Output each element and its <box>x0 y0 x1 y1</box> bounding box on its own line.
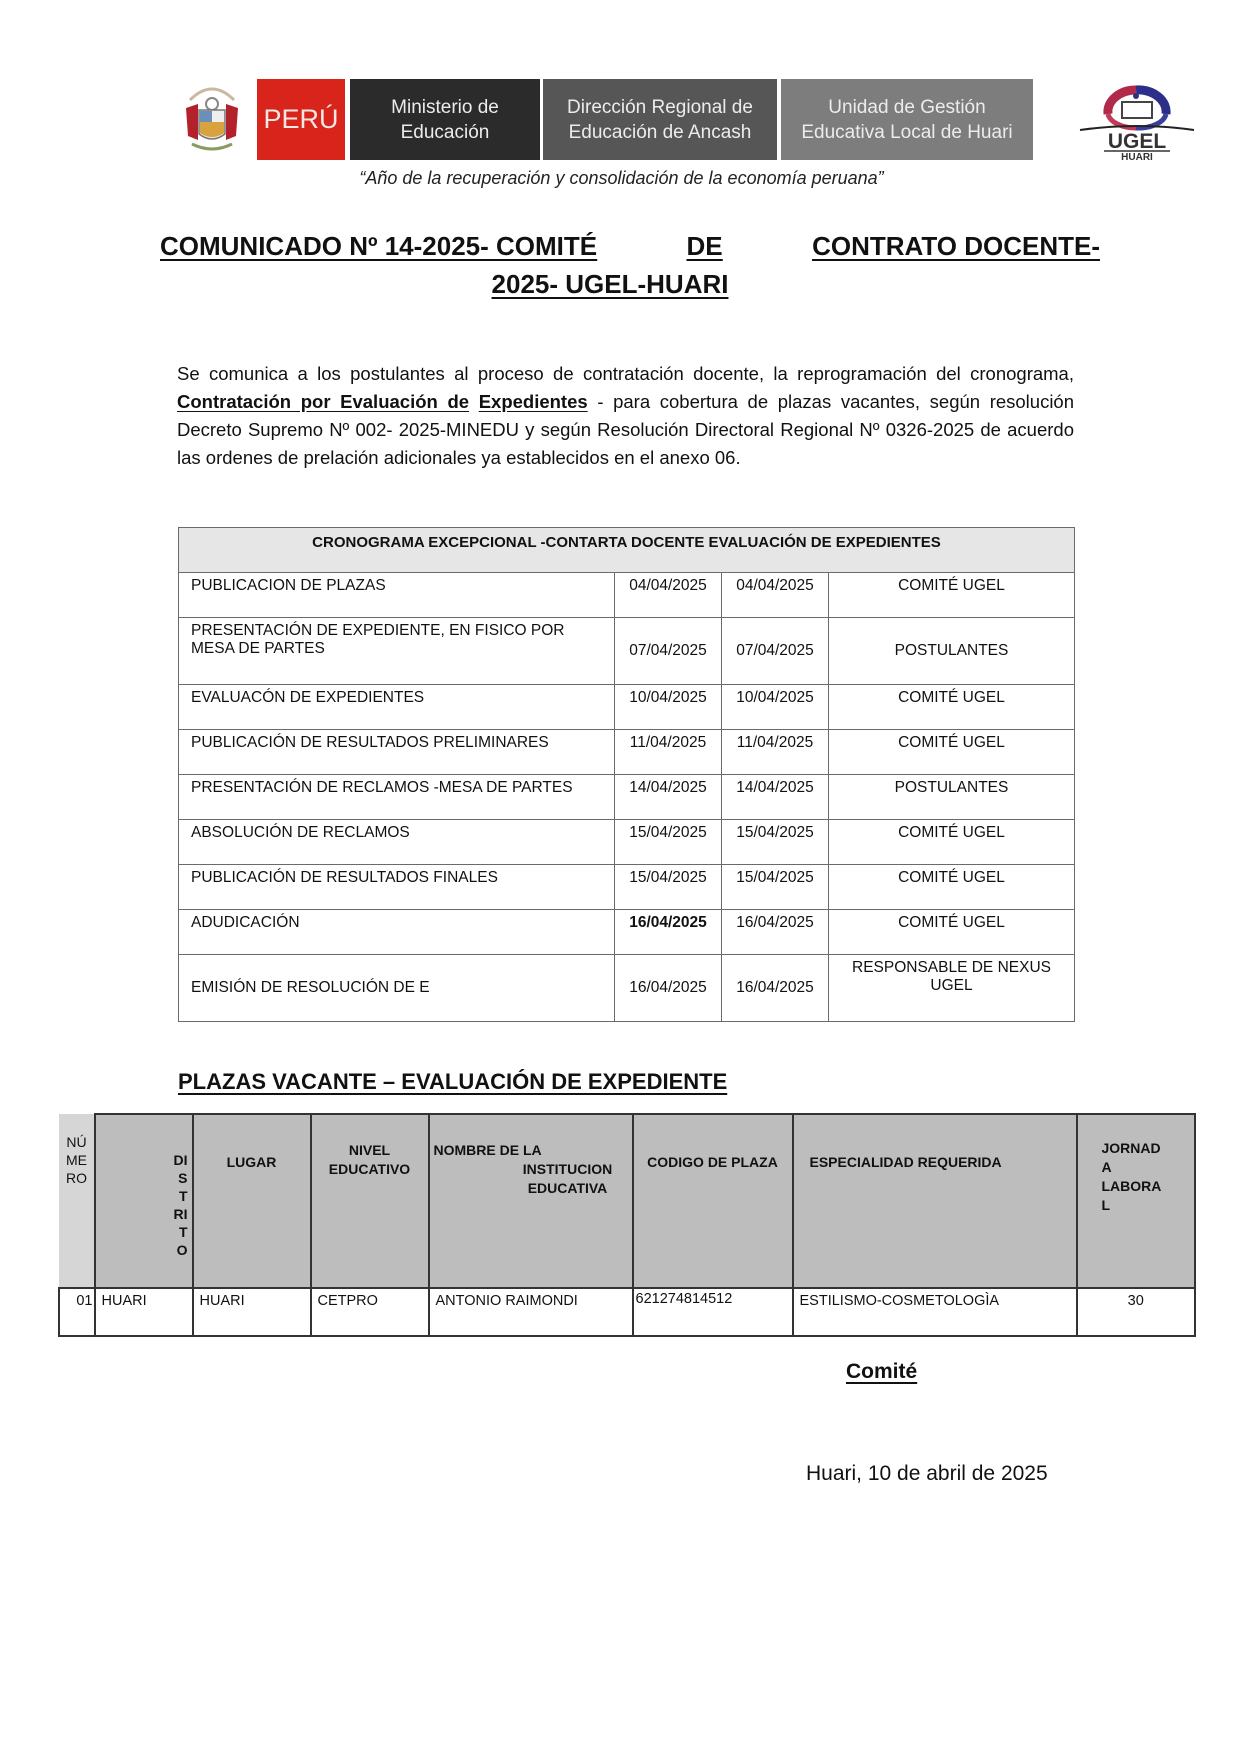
header-text: INSTITUCION EDUCATIVA <box>522 1161 613 1196</box>
header-text: NOMBRE DE LA <box>433 1142 542 1158</box>
table-row <box>179 820 1075 865</box>
title-line-1 <box>160 227 1100 265</box>
header-distrito <box>95 1114 193 1288</box>
schedule-title: CRONOGRAMA EXCEPCIONAL -CONTARTA DOCENTE EVALUACIÓN DE EXPEDIENTES <box>179 528 1075 573</box>
title-part: COMUNICADO Nº 14-2025- COMITÉ <box>160 231 598 261</box>
table-row <box>59 1288 1195 1336</box>
announcement-paragraph <box>177 360 1074 472</box>
start-date-cell: 07/04/2025 <box>615 618 722 685</box>
table-row <box>179 730 1075 775</box>
plazas-table <box>58 1113 1196 1337</box>
start-date-cell: 04/04/2025 <box>615 573 722 618</box>
ugel-logo-icon <box>1070 78 1204 162</box>
title-part: DE <box>686 231 723 261</box>
table-row <box>179 955 1075 1022</box>
header-text: LUGAR <box>226 1154 277 1170</box>
end-date-cell: 11/04/2025 <box>722 730 829 775</box>
activity-cell: EVALUACÓN DE EXPEDIENTES <box>179 685 615 730</box>
activity-cell: ADUDICACIÓN <box>179 910 615 955</box>
start-date-cell: 10/04/2025 <box>615 685 722 730</box>
responsible-cell: COMITÉ UGEL <box>829 865 1075 910</box>
minedu-box <box>350 79 540 160</box>
year-motto: “Año de la recuperación y consolidación de la economía peruana” <box>359 168 884 188</box>
responsible-cell: COMITÉ UGEL <box>829 730 1075 775</box>
header-nivel <box>311 1114 429 1288</box>
org-line: Educación de Ancash <box>568 121 752 143</box>
end-date-cell: 16/04/2025 <box>722 910 829 955</box>
table-row <box>179 910 1075 955</box>
header-text: JORNAD A LABORA L <box>1101 1140 1161 1213</box>
org-line: Educativa Local de Huari <box>801 121 1013 143</box>
responsible-cell: POSTULANTES <box>829 618 1075 685</box>
header-text: DI S T RI T O <box>173 1152 188 1258</box>
header-especialidad <box>793 1114 1077 1288</box>
end-date-cell: 07/04/2025 <box>722 618 829 685</box>
header-numero <box>59 1114 95 1288</box>
title-part: CONTRATO DOCENTE- <box>812 231 1100 261</box>
end-date-cell: 15/04/2025 <box>722 865 829 910</box>
peru-label: PERÚ <box>263 104 339 134</box>
paragraph-emphasis: Contratación por Evaluación de <box>177 391 470 412</box>
table-row <box>179 685 1075 730</box>
schedule-table <box>178 527 1075 1022</box>
responsible-cell: COMITÉ UGEL <box>829 820 1075 865</box>
plazas-section-title: PLAZAS VACANTE – EVALUACIÓN DE EXPEDIENTE <box>178 1069 728 1094</box>
table-row <box>179 865 1075 910</box>
ugel-huari-box <box>781 79 1033 160</box>
start-date-cell: 16/04/2025 <box>615 910 722 955</box>
responsible-cell: COMITÉ UGEL <box>829 685 1075 730</box>
org-line: Dirección Regional de <box>567 96 753 118</box>
header-codigo <box>633 1114 793 1288</box>
title-line-2 <box>160 265 1100 303</box>
table-row <box>179 618 1075 685</box>
activity-cell: EMISIÓN DE RESOLUCIÓN DE E <box>179 955 615 1022</box>
peru-brand-box <box>257 79 345 160</box>
committee-signature: Comité <box>846 1360 918 1383</box>
document-title <box>160 227 1100 303</box>
org-line: Unidad de Gestión <box>828 96 986 118</box>
org-line: Educación <box>400 121 490 143</box>
activity-cell: PUBLICACION DE PLAZAS <box>179 573 615 618</box>
paragraph-text: - para cobertura de plazas vacantes, según resolución Decreto Supremo Nº 002- 2025-MINEDU y según Resolución Directoral Regional Nº 0326-2025 de acuerdo las ordenes de prelación adicionales ya establecidos en el anexo 06. <box>177 391 1075 468</box>
org-line: Ministerio de <box>391 96 499 118</box>
institucion-cell: ANTONIO RAIMONDI <box>429 1288 633 1336</box>
ugel-logo-text: UGEL <box>1107 130 1167 153</box>
peru-coat-of-arms-icon <box>182 78 242 162</box>
header-text: NIVEL EDUCATIVO <box>328 1142 411 1177</box>
nivel-cell: CETPRO <box>311 1288 429 1336</box>
end-date-cell: 14/04/2025 <box>722 775 829 820</box>
dre-ancash-box <box>543 79 777 160</box>
codigo-cell: 621274814512 <box>633 1288 793 1336</box>
lugar-cell: HUARI <box>193 1288 311 1336</box>
end-date-cell: 04/04/2025 <box>722 573 829 618</box>
start-date-cell: 11/04/2025 <box>615 730 722 775</box>
activity-cell: PUBLICACIÓN DE RESULTADOS FINALES <box>179 865 615 910</box>
responsible-cell: COMITÉ UGEL <box>829 910 1075 955</box>
activity-cell: ABSOLUCIÓN DE RECLAMOS <box>179 820 615 865</box>
start-date-cell: 15/04/2025 <box>615 820 722 865</box>
table-row <box>179 775 1075 820</box>
header-lugar <box>193 1114 311 1288</box>
paragraph-space <box>469 391 479 412</box>
activity-cell: PRESENTACIÓN DE EXPEDIENTE, EN FISICO POR MESA DE PARTES <box>179 618 615 685</box>
header-jornada <box>1077 1114 1196 1288</box>
header-text: CODIGO DE PLAZA <box>647 1154 778 1170</box>
end-date-cell: 15/04/2025 <box>722 820 829 865</box>
activity-cell: PUBLICACIÓN DE RESULTADOS PRELIMINARES <box>179 730 615 775</box>
numero-cell: 01 <box>59 1288 95 1336</box>
paragraph-text: Se comunica a los postulantes al proceso de contratación docente, la reprogramación del cronograma, <box>177 363 1074 384</box>
start-date-cell: 14/04/2025 <box>615 775 722 820</box>
header-text: NÚ ME RO <box>66 1133 87 1186</box>
especialidad-cell: ESTILISMO-COSMETOLOGÌA <box>793 1288 1077 1336</box>
end-date-cell: 10/04/2025 <box>722 685 829 730</box>
responsible-cell: COMITÉ UGEL <box>829 573 1075 618</box>
distrito-cell: HUARI <box>95 1288 193 1336</box>
responsible-cell: POSTULANTES <box>829 775 1075 820</box>
end-date-cell: 16/04/2025 <box>722 955 829 1022</box>
start-date-cell: 16/04/2025 <box>615 955 722 1022</box>
title-line-2-text: 2025- UGEL-HUARI <box>491 269 729 299</box>
table-row <box>179 573 1075 618</box>
jornada-cell: 30 <box>1077 1288 1196 1336</box>
paragraph-emphasis: Expedientes <box>478 391 588 412</box>
start-date-cell: 15/04/2025 <box>615 865 722 910</box>
ugel-logo-subtext: HUARI <box>1121 152 1153 162</box>
header-text: ESPECIALIDAD REQUERIDA <box>809 1154 1002 1170</box>
activity-cell: PRESENTACIÓN DE RECLAMOS -MESA DE PARTES <box>179 775 615 820</box>
place-date: Huari, 10 de abril de 2025 <box>806 1462 1048 1485</box>
header-nombre <box>429 1114 633 1288</box>
responsible-cell: RESPONSABLE DE NEXUS UGEL <box>829 955 1075 1022</box>
